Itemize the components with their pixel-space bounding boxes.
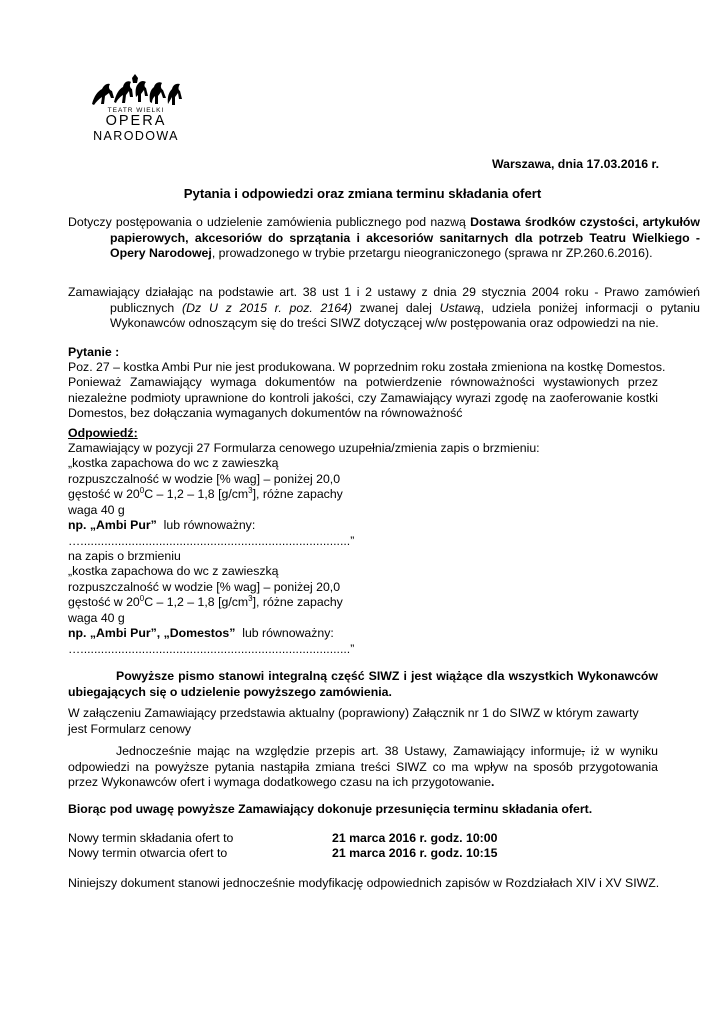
logo-line1: TEATR WIELKI [107, 107, 165, 114]
subject-prefix: Dotyczy postępowania o udzielenie zamówienia publicznego pod nazwą [68, 215, 471, 229]
old-entry-line5: np. „Ambi Pur” lub równoważny: [68, 518, 256, 532]
deadline-submission-value: 21 marca 2016 r. godz. 10:00 [332, 831, 498, 845]
old-entry-line4: waga 40 g [68, 502, 125, 517]
deadline-shift-statement: Biorąc pod uwagę powyższe Zamawiający dokonuje przesunięcia terminu składania ofert. [68, 802, 593, 816]
old-entry [68, 456, 468, 549]
old-entry-line2: rozpuszczalność w wodzie [% wag] – poniżej 20,0 [68, 471, 341, 486]
legal-basis-term: Ustawą [439, 300, 481, 315]
opera-logo [84, 74, 188, 144]
legal-basis-e: , udziela poniżej informacji o pytaniu Wykonawców odnoszącym się do treści SIWZ dotyczącej w/w postępowania oraz odpowiedzi na nie. [110, 300, 700, 330]
old-entry-line6: …...............................................................................” [68, 533, 355, 548]
logo-line3: NARODOWA [93, 129, 179, 143]
new-entry-line1: „kostka zapachowa do wc z zawieszką [68, 564, 279, 578]
legal-basis-citation: (Dz U z 2015 r. poz. 2164) [182, 300, 352, 315]
answer-label: Odpowiedź: [68, 426, 138, 440]
final-statement: Niniejszy dokument stanowi jednocześnie modyfikację odpowiednich zapisów w Rozdziałach XIV i XV SIWZ. [68, 876, 660, 890]
legal-basis-paragraph [68, 285, 700, 332]
new-entry-line2: rozpuszczalność w wodzie [% wag] – poniżej 20,0 [68, 579, 341, 594]
logo-line2: OPERA [105, 113, 167, 129]
quadriga-icon [88, 74, 184, 108]
new-entry-line6: …...............................................................................” [68, 641, 355, 656]
old-entry-line3: gęstość w $20^0C - 1,2 - 1,8$ $[g/cm^3]$, różne zapachy [68, 486, 343, 501]
subject-name: Dostawa środków czystości, artykułów papierowych, akcesoriów do sprzątania i akcesoriów sanitarnych dla potrzeb Teatru Wielkiego - Opery Narodowej [110, 215, 700, 260]
change-paragraph: Jednocześnie mając na względzie przepis art. 38 Ustawy, Zamawiający informuje, iż w wyniku odpowiedzi na powyższe pytania nastąpiła zmiana treści SIWZ co ma wpływ na sposób przygotowania przez Wykonawców ofert i wymaga dodatkowego czasu na ich przygotowanie. [68, 744, 658, 789]
attachment-paragraph: W załączeniu Zamawiający przedstawia aktualny (poprawiony) Załącznik nr 1 do SIWZ w którym zawarty jest Formularz cenowy [68, 706, 639, 736]
old-entry-line1: „kostka zapachowa do wc z zawieszką [68, 456, 279, 470]
answer-intro: Zamawiający w pozycji 27 Formularza cenowego uzupełnia/zmienia zapis o brzmieniu: [68, 441, 540, 455]
subject-paragraph [68, 215, 700, 262]
new-entry-intro: na zapis o brzmieniu [68, 549, 181, 563]
legal-basis-a: Zamawiający działając na podstawie art. 38 ust 1 i 2 ustawy z dnia 29 stycznia 2004 roku - Prawo zamówień publicznych [68, 285, 700, 315]
question-line1: Poz. 27 – kostka Ambi Pur nie jest produkowana. W poprzednim roku została zmieniona na kostkę Domestos. [68, 360, 666, 374]
new-entry [68, 564, 468, 657]
deadline-submission-label: Nowy termin składania ofert to [68, 831, 234, 845]
integral-statement: Powyższe pismo stanowi integralną część SIWZ i jest wiążące dla wszystkich Wykonawców ubiegających się o udzielenie powyższego zamówienia. [68, 669, 658, 699]
deadline-opening-label: Nowy termin otwarcia ofert to [68, 846, 228, 860]
document-date: Warszawa, dnia 17.03.2016 r. [491, 157, 659, 171]
deadline-opening-value: 21 marca 2016 r. godz. 10:15 [332, 846, 498, 860]
document-title: Pytania i odpowiedzi oraz zmiana terminu składania ofert [183, 186, 542, 201]
subject-suffix: , prowadzonego w trybie przetargu nieograniczonego (sprawa nr ZP.260.6.2016). [211, 246, 653, 260]
new-entry-line4: waga 40 g [68, 610, 125, 625]
question-label: Pytanie : [68, 345, 120, 359]
legal-basis-c: zwanej dalej [352, 300, 440, 315]
new-entry-line5: np. „Ambi Pur”, „Domestos” lub równoważny: [68, 626, 334, 640]
new-entry-line3: gęstość w $20^0C - 1,2 - 1,8$ $[g/cm^3]$, różne zapachy [68, 594, 343, 609]
question-text: Ponieważ Zamawiający wymaga dokumentów na potwierdzenie równoważności wystawionych przez niezależne podmioty uprawnione do kontroli jakości, czy Zamawiający wyrazi zgodę na zaoferowanie kostki Domestos, bez dołączania wymaganych dokumentów na równoważność [68, 375, 658, 420]
